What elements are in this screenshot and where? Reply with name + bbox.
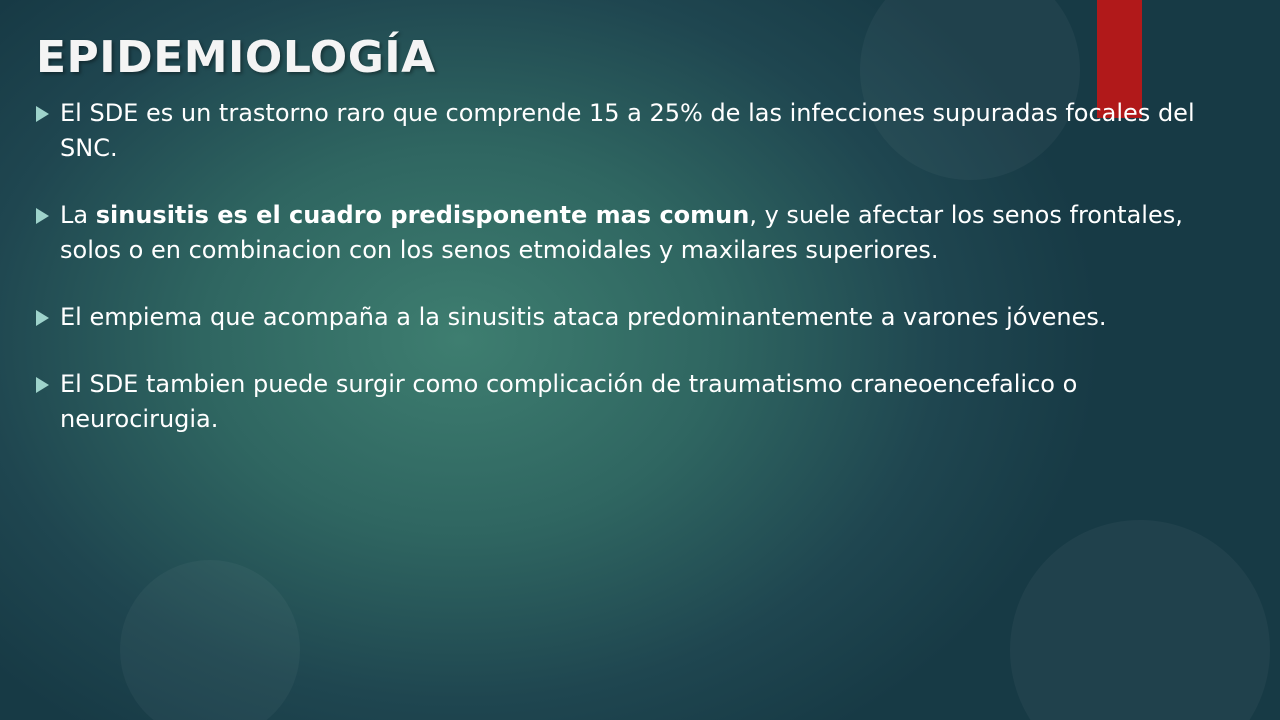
background-bokeh [120, 560, 300, 720]
bullet-text-prefix: La [60, 201, 96, 229]
arrow-right-icon [36, 377, 49, 393]
bullet-list [36, 96, 1236, 437]
bullet-text: El SDE tambien puede surgir como complicación de traumatismo craneoencefalico o neurocirugia. [60, 370, 1078, 433]
bullet-text-suffix: , y suele afectar los senos frontales, solos o en combinacion con los senos etmoidales y maxilares superiores. [60, 201, 1183, 264]
bullet-item [36, 96, 1236, 166]
arrow-right-icon [36, 208, 49, 224]
arrow-right-icon [36, 106, 49, 122]
bullet-item [36, 367, 1236, 437]
bullet-item [36, 300, 1236, 335]
bullet-text: El empiema que acompaña a la sinusitis ataca predominantemente a varones jóvenes. [60, 303, 1107, 331]
arrow-right-icon [36, 310, 49, 326]
bullet-text: El SDE es un trastorno raro que comprende 15 a 25% de las infecciones supuradas focales del SNC. [60, 99, 1195, 162]
slide-title: EPIDEMIOLOGÍA [36, 32, 436, 83]
background-bokeh [1010, 520, 1270, 720]
bullet-item [36, 198, 1236, 268]
bullet-text-bold: sinusitis es el cuadro predisponente mas comun [95, 201, 750, 229]
